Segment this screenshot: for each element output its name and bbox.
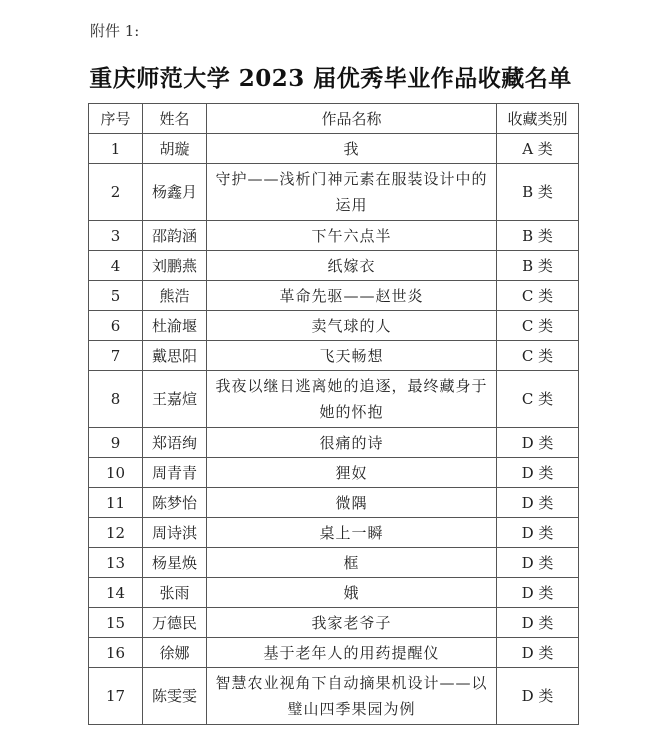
cell-work: 基于老年人的用药提醒仪 [207, 638, 497, 668]
cell-name: 陈梦怡 [143, 488, 207, 518]
cell-work: 革命先驱——赵世炎 [207, 281, 497, 311]
cell-name: 杨星焕 [143, 548, 207, 578]
cell-category: B 类 [497, 164, 579, 221]
table-row [89, 578, 579, 608]
table-header-row [89, 104, 579, 134]
cell-category: D 类 [497, 488, 579, 518]
header-category: 收藏类别 [497, 104, 579, 134]
cell-category: C 类 [497, 311, 579, 341]
table-row [89, 518, 579, 548]
cell-no: 14 [89, 578, 143, 608]
cell-category: D 类 [497, 608, 579, 638]
cell-no: 16 [89, 638, 143, 668]
cell-work: 飞天畅想 [207, 341, 497, 371]
cell-name: 郑语绚 [143, 428, 207, 458]
table-row [89, 488, 579, 518]
cell-category: D 类 [497, 548, 579, 578]
cell-name: 杨鑫月 [143, 164, 207, 221]
cell-no: 12 [89, 518, 143, 548]
cell-name: 胡璇 [143, 134, 207, 164]
cell-no: 17 [89, 668, 143, 725]
table-row [89, 221, 579, 251]
cell-work: 下午六点半 [207, 221, 497, 251]
cell-name: 周诗淇 [143, 518, 207, 548]
cell-name: 杜渝堰 [143, 311, 207, 341]
cell-no: 4 [89, 251, 143, 281]
cell-name: 戴思阳 [143, 341, 207, 371]
header-name: 姓名 [143, 104, 207, 134]
cell-work: 很痛的诗 [207, 428, 497, 458]
cell-category: D 类 [497, 578, 579, 608]
cell-work: 微隅 [207, 488, 497, 518]
table-row [89, 164, 579, 221]
cell-no: 1 [89, 134, 143, 164]
cell-category: D 类 [497, 638, 579, 668]
cell-category: B 类 [497, 251, 579, 281]
table-row [89, 134, 579, 164]
cell-name: 徐娜 [143, 638, 207, 668]
cell-work: 卖气球的人 [207, 311, 497, 341]
cell-category: C 类 [497, 371, 579, 428]
cell-work: 桌上一瞬 [207, 518, 497, 548]
cell-name: 邵韵涵 [143, 221, 207, 251]
header-no: 序号 [89, 104, 143, 134]
table-row [89, 668, 579, 725]
cell-category: C 类 [497, 341, 579, 371]
cell-name: 熊浩 [143, 281, 207, 311]
cell-category: A 类 [497, 134, 579, 164]
cell-no: 3 [89, 221, 143, 251]
cell-no: 10 [89, 458, 143, 488]
cell-category: D 类 [497, 458, 579, 488]
cell-work: 智慧农业视角下自动摘果机设计——以璧山四季果园为例 [207, 668, 497, 725]
cell-work: 我 [207, 134, 497, 164]
collection-table [88, 103, 579, 725]
table-row [89, 341, 579, 371]
table-row [89, 281, 579, 311]
cell-name: 万德民 [143, 608, 207, 638]
cell-no: 15 [89, 608, 143, 638]
cell-no: 7 [89, 341, 143, 371]
table-row [89, 608, 579, 638]
table-row [89, 428, 579, 458]
cell-work: 娥 [207, 578, 497, 608]
cell-work: 守护——浅析门神元素在服装设计中的运用 [207, 164, 497, 221]
table-row [89, 311, 579, 341]
cell-no: 5 [89, 281, 143, 311]
cell-name: 陈雯雯 [143, 668, 207, 725]
table-row [89, 251, 579, 281]
cell-work: 狸奴 [207, 458, 497, 488]
page-title: 重庆师范大学 2023 届优秀毕业作品收藏名单 [89, 65, 572, 92]
cell-no: 8 [89, 371, 143, 428]
table-row [89, 548, 579, 578]
attachment-label: 附件 1: [90, 22, 140, 40]
cell-category: D 类 [497, 428, 579, 458]
cell-no: 13 [89, 548, 143, 578]
table-row [89, 638, 579, 668]
table-row [89, 458, 579, 488]
cell-name: 周青青 [143, 458, 207, 488]
cell-work: 纸嫁衣 [207, 251, 497, 281]
cell-name: 王嘉煊 [143, 371, 207, 428]
header-work: 作品名称 [207, 104, 497, 134]
cell-name: 张雨 [143, 578, 207, 608]
cell-no: 6 [89, 311, 143, 341]
cell-work: 框 [207, 548, 497, 578]
table-row [89, 371, 579, 428]
cell-category: C 类 [497, 281, 579, 311]
cell-category: D 类 [497, 518, 579, 548]
cell-work: 我家老爷子 [207, 608, 497, 638]
cell-name: 刘鹏燕 [143, 251, 207, 281]
cell-no: 2 [89, 164, 143, 221]
cell-no: 9 [89, 428, 143, 458]
cell-no: 11 [89, 488, 143, 518]
cell-category: D 类 [497, 668, 579, 725]
cell-category: B 类 [497, 221, 579, 251]
cell-work: 我夜以继日逃离她的追逐，最终藏身于她的怀抱 [207, 371, 497, 428]
